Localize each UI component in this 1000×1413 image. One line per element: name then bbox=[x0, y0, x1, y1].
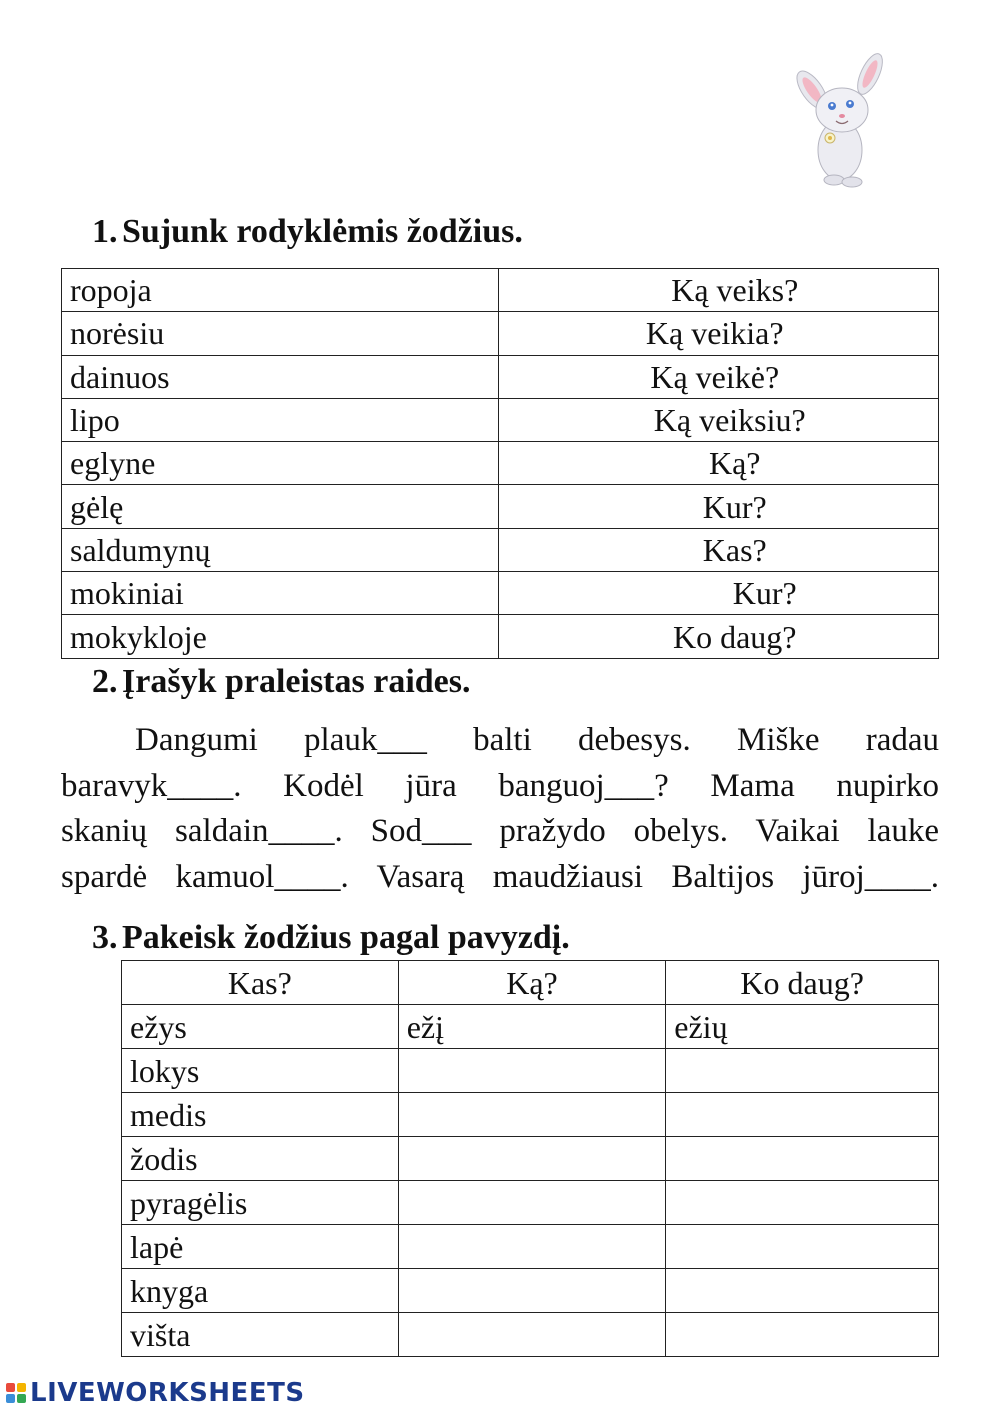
table-row bbox=[62, 485, 939, 528]
logo-text: LIVEWORKSHEETS bbox=[30, 1378, 305, 1408]
bunny-icon bbox=[790, 50, 890, 195]
table-row bbox=[122, 1049, 939, 1093]
ko-daug-cell[interactable] bbox=[666, 1313, 939, 1357]
word-forms-table bbox=[121, 960, 939, 1357]
word-cell: mokykloje bbox=[62, 615, 499, 658]
ka-cell[interactable] bbox=[398, 1049, 666, 1093]
word-cell: gėlę bbox=[62, 485, 499, 528]
kas-cell: žodis bbox=[122, 1137, 399, 1181]
section1-heading bbox=[92, 212, 523, 252]
section3-title: Pakeisk žodžius pagal pavyzdį. bbox=[122, 919, 570, 956]
liveworksheets-logo[interactable] bbox=[6, 1378, 305, 1408]
kas-cell: ežys bbox=[122, 1005, 399, 1049]
word-cell: dainuos bbox=[62, 355, 499, 398]
section3-number: 3. bbox=[92, 919, 118, 956]
table-row bbox=[62, 528, 939, 571]
word-cell: eglyne bbox=[62, 442, 499, 485]
ko-daug-cell[interactable] bbox=[666, 1137, 939, 1181]
ka-cell[interactable] bbox=[398, 1269, 666, 1313]
question-cell: Ką veiks? bbox=[499, 269, 939, 312]
question-cell: Ką? bbox=[499, 442, 939, 485]
question-cell: Ką veikė? bbox=[499, 355, 939, 398]
fill-in-paragraph bbox=[61, 718, 939, 900]
kas-cell: knyga bbox=[122, 1269, 399, 1313]
table-row bbox=[62, 572, 939, 615]
table-row bbox=[62, 442, 939, 485]
paragraph-line: Dangumi plauk___ balti debesys. Miške radau bbox=[135, 722, 939, 758]
section3-heading bbox=[92, 918, 570, 958]
kas-cell: lokys bbox=[122, 1049, 399, 1093]
table-row bbox=[122, 1181, 939, 1225]
ko-daug-cell[interactable] bbox=[666, 1181, 939, 1225]
question-cell: Kur? bbox=[499, 572, 939, 615]
matching-table bbox=[61, 268, 939, 659]
question-cell: Ką veiksiu? bbox=[499, 398, 939, 441]
word-cell: saldumynų bbox=[62, 528, 499, 571]
ka-cell[interactable] bbox=[398, 1181, 666, 1225]
table-row bbox=[122, 1137, 939, 1181]
paragraph-line: skanių saldain____. Sod___ pražydo obelys. Vaikai lauke bbox=[61, 813, 939, 849]
ko-daug-cell[interactable] bbox=[666, 1049, 939, 1093]
ko-daug-cell[interactable] bbox=[666, 1269, 939, 1313]
table-row bbox=[122, 1225, 939, 1269]
section2-number: 2. bbox=[92, 663, 118, 700]
table-row bbox=[122, 1093, 939, 1137]
column-header-ko-daug: Ko daug? bbox=[666, 961, 939, 1005]
ko-daug-cell[interactable]: ežių bbox=[666, 1005, 939, 1049]
liveworksheets-logo-icon bbox=[6, 1383, 26, 1403]
table-row bbox=[122, 1005, 939, 1049]
word-cell: norėsiu bbox=[62, 312, 499, 355]
section2-heading bbox=[92, 662, 471, 702]
paragraph-line: spardė kamuol____. Vasarą maudžiausi Baltijos jūroj____. bbox=[61, 858, 939, 895]
section2-title: Įrašyk praleistas raides. bbox=[122, 663, 471, 700]
kas-cell: medis bbox=[122, 1093, 399, 1137]
word-cell: ropoja bbox=[62, 269, 499, 312]
section1-title: Sujunk rodyklėmis žodžius. bbox=[122, 213, 523, 250]
column-header-ka: Ką? bbox=[398, 961, 666, 1005]
table-header-row bbox=[122, 961, 939, 1005]
question-cell: Ko daug? bbox=[499, 615, 939, 658]
ka-cell[interactable] bbox=[398, 1225, 666, 1269]
table-row bbox=[122, 1313, 939, 1357]
table-row bbox=[62, 398, 939, 441]
column-header-kas: Kas? bbox=[122, 961, 399, 1005]
word-cell: mokiniai bbox=[62, 572, 499, 615]
table-row bbox=[122, 1269, 939, 1313]
paragraph-line: baravyk____. Kodėl jūra banguoj___? Mama nupirko bbox=[61, 767, 939, 804]
ka-cell[interactable] bbox=[398, 1093, 666, 1137]
table-row bbox=[62, 312, 939, 355]
word-cell: lipo bbox=[62, 398, 499, 441]
question-cell: Kur? bbox=[499, 485, 939, 528]
table-row bbox=[62, 615, 939, 658]
section1-number: 1. bbox=[92, 213, 118, 250]
ka-cell[interactable] bbox=[398, 1313, 666, 1357]
ko-daug-cell[interactable] bbox=[666, 1093, 939, 1137]
kas-cell: lapė bbox=[122, 1225, 399, 1269]
ka-cell[interactable] bbox=[398, 1137, 666, 1181]
table-row bbox=[62, 355, 939, 398]
question-cell: Kas? bbox=[499, 528, 939, 571]
question-cell: Ką veikia? bbox=[499, 312, 939, 355]
kas-cell: višta bbox=[122, 1313, 399, 1357]
table-row bbox=[62, 269, 939, 312]
kas-cell: pyragėlis bbox=[122, 1181, 399, 1225]
ka-cell[interactable]: ežį bbox=[398, 1005, 666, 1049]
ko-daug-cell[interactable] bbox=[666, 1225, 939, 1269]
